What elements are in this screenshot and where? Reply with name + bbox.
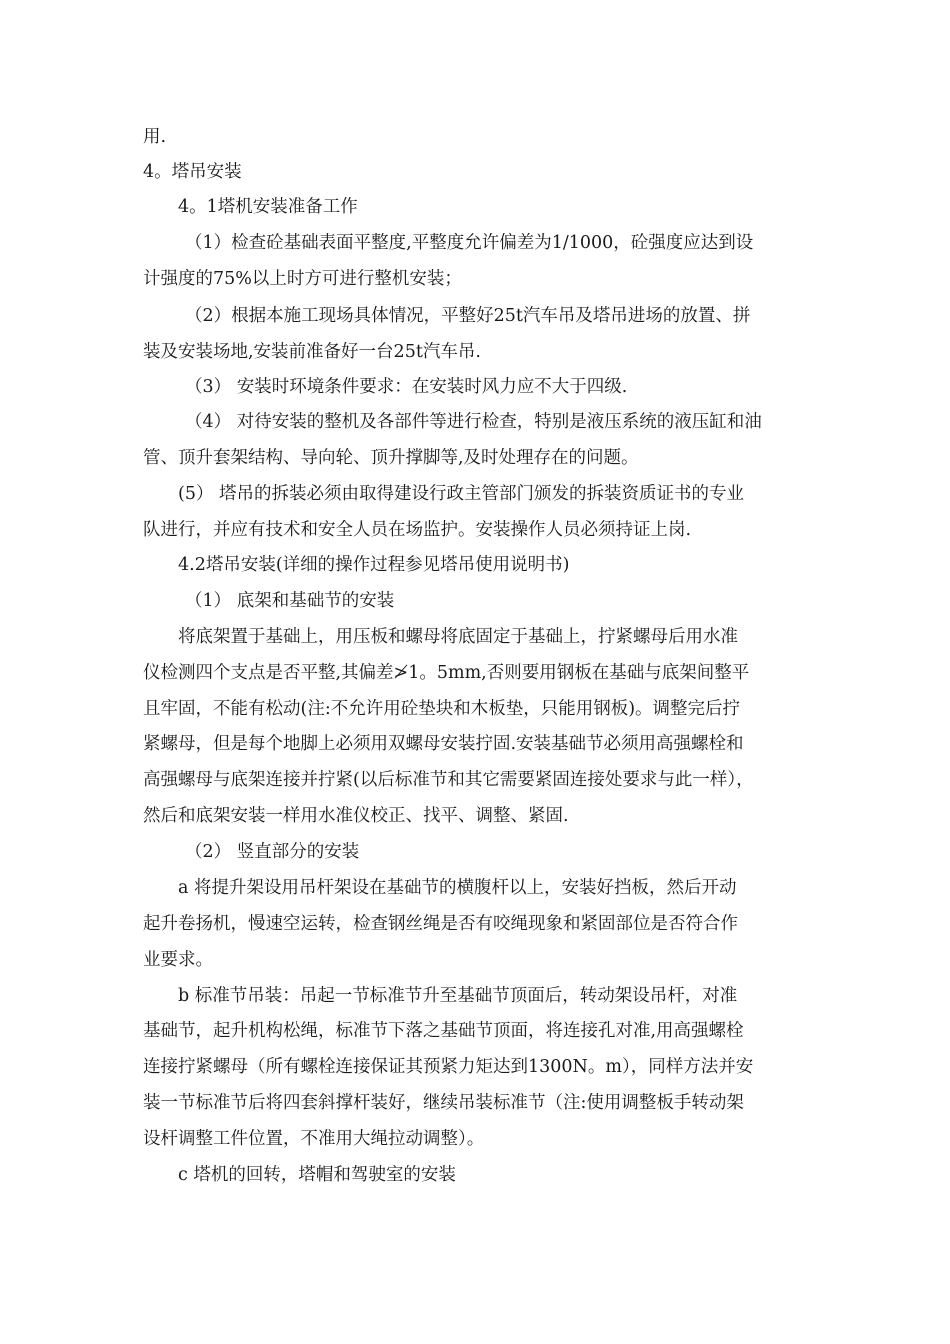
text-line: 基础节，起升机构松绳，标准节下落之基础节顶面，将连接孔对准,用高强螺栓 xyxy=(143,1021,744,1041)
text-line: 用. xyxy=(143,127,167,147)
text-line: （4） 对待安装的整机及各部件等进行检查，特别是液压系统的液压缸和油 xyxy=(185,412,762,432)
text-line: 设杆调整工件位置，不准用大绳拉动调整）。 xyxy=(143,1129,485,1149)
text-line: 将底架置于基础上，用压板和螺母将底固定于基础上，拧紧螺母后用水准 xyxy=(178,627,738,647)
text-line: （3） 安装时环境条件要求：在安装时风力应不大于四级. xyxy=(185,377,628,397)
text-line: 装一节标准节后将四套斜撑杆装好，继续吊装标准节（注:使用调整板手转动架 xyxy=(143,1093,744,1113)
text-line: 队进行，并应有技术和安全人员在场监护。安装操作人员必须持证上岗. xyxy=(143,520,692,540)
text-line: 连接拧紧螺母（所有螺栓连接保证其预紧力矩达到1300N。m），同样方法并安 xyxy=(143,1057,754,1077)
text-line: 装及安装场地,安装前准备好一台25t汽车吊. xyxy=(143,342,481,362)
text-line: （2）根据本施工现场具体情况，平整好25t汽车吊及塔吊进场的放置、拼 xyxy=(185,306,751,326)
text-line: 仪检测四个支点是否平整,其偏差≯1。5mm,否则要用钢板在基础与底架间整平 xyxy=(143,663,750,683)
text-line: （1） 底架和基础节的安装 xyxy=(185,591,395,611)
text-line: 计强度的75%以上时方可进行整机安装； xyxy=(143,269,462,289)
text-line: b 标准节吊装：吊起一节标准节升至基础节顶面后，转动架设吊杆，对准 xyxy=(178,986,738,1006)
text-line: 管、顶升套架结构、导向轮、顶升撑脚等,及时处理存在的问题。 xyxy=(143,448,639,468)
text-line: 然后和底架安装一样用水准仪校正、找平、调整、紧固. xyxy=(143,806,569,826)
text-line: （2） 竖直部分的安装 xyxy=(185,842,360,862)
subsection-heading: 4.2塔吊安装(详细的操作过程参见塔吊使用说明书) xyxy=(178,555,570,575)
text-line: 紧螺母，但是每个地脚上必须用双螺母安装拧固.安装基础节必须用高强螺栓和 xyxy=(143,734,744,754)
text-line: a 将提升架设用吊杆架设在基础节的横腹杆以上，安装好挡板，然后开动 xyxy=(178,878,737,898)
text-line: 业要求。 xyxy=(143,950,213,970)
text-line: 高强螺母与底架连接并拧紧(以后标准节和其它需要紧固连接处要求与此一样）， xyxy=(143,770,754,790)
subsection-heading: 4。1塔机安装准备工作 xyxy=(178,197,358,217)
text-line: （1）检查砼基础表面平整度,平整度允许偏差为1/1000，砼强度应达到设 xyxy=(185,233,754,253)
section-heading: 4。塔吊安装 xyxy=(143,162,242,182)
text-line: c 塔机的回转，塔帽和驾驶室的安装 xyxy=(178,1165,456,1185)
text-line: (5） 塔吊的拆装必须由取得建设行政主管部门颁发的拆装资质证书的专业 xyxy=(178,484,745,504)
text-line: 且牢固，不能有松动(注:不允许用砼垫块和木板垫，只能用钢板)。调整完后拧 xyxy=(143,699,741,719)
text-line: 起升卷扬机，慢速空运转，检查钢丝绳是否有咬绳现象和紧固部位是否符合作 xyxy=(143,914,738,934)
